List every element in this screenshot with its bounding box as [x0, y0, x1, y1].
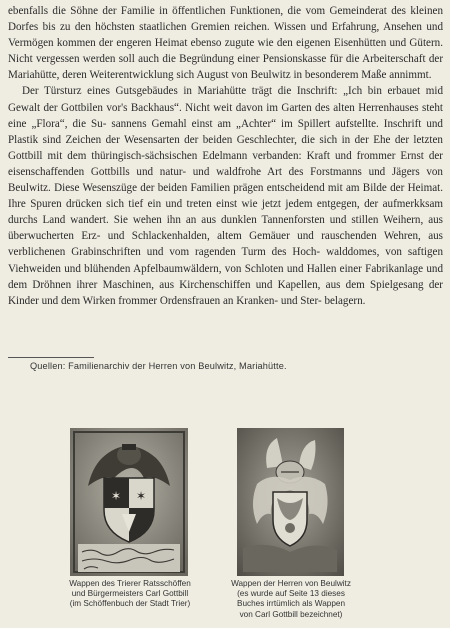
text-line: Diese Wesenszüge der beiden Familien prägen entscheidend mit am Bilde: [54, 182, 387, 195]
text-line: Nicht vergessen werden soll auch die Begründung einer Pensionskasse: [8, 53, 327, 66]
text-line: aus verblichenen Grabinschriften und vom ragenden Turm des Hoch-: [8, 230, 443, 259]
text-line: natur- und waldfrohe Art des Forstmanns und Jägers von Beulwitz.: [8, 165, 443, 195]
text-line: belagern.: [324, 294, 366, 307]
svg-text:✶: ✶: [135, 489, 147, 503]
text-line: walddomes, von saftigen Viehweiden und blühenden Apfelbaumwäldern,: [8, 246, 444, 275]
caption-line: Wappen des Trierer Ratsschöffen: [69, 579, 191, 588]
text-line: von Schloten und Hallen einer Fabrikanlage und dem Dröhnen ihrer: [8, 262, 443, 291]
footnote-divider: [8, 357, 94, 358]
text-line: August von Beulwitz in besonderem Maße annimmt.: [196, 69, 432, 82]
text-line: Der Türsturz eines Gutsgebäudes in Mariahütte trägt die Inschrift:: [22, 85, 338, 98]
sources-note: Quellen: Familienarchiv der Herren von Beulwitz, Mariahütte.: [30, 361, 287, 371]
body-text: [8, 3, 443, 309]
caption-line: Buches irrtümlich als Wappen: [237, 599, 345, 609]
text-line: Plastik sind Zeichen der Wesensarten der beiden Geschlechter, die sich: [8, 133, 338, 146]
text-line: in der Ehe der letzten Gottbill mit dem thüringisch-sächsischen Edelmann: [8, 133, 443, 162]
beulwitz-coat-of-arms-photo: [237, 428, 344, 576]
text-line: Erz- und Schlackenhalden, altem Gemäuer und rauschenden Wehren,: [81, 230, 421, 243]
text-line: Maschinen, aus Kirchenschiffen und Kapellen, aus dem Spielgesang der: [102, 278, 444, 291]
caption-line: (es wurde auf Seite 13 dieses: [237, 589, 345, 599]
gottbill-coat-of-arms-photo: [70, 428, 188, 576]
caption-line: (im Schöffenbuch der Stadt Trier): [69, 599, 191, 609]
svg-text:✶: ✶: [110, 489, 122, 503]
text-line: „Ich bin erbauet mid Gewalt der Gottbilen vor's Backhaus“. Nicht weit: [8, 85, 443, 114]
caption-line: und Bürgermeisters Carl Gottbill: [71, 589, 189, 599]
paragraph-2: [8, 83, 443, 308]
text-line: ebenfalls die Söhne der Familie in öffentlichen Funktionen, die vom: [8, 5, 326, 17]
text-line: Kinder und dem Wirken frommer Ordensfrauen an Kranken- und Ster-: [8, 294, 322, 307]
caption-line: von Carl Gottbill bezeichnet): [239, 609, 343, 619]
text-line: für die Arbeiterschaft der Mariahütte, deren Weiterentwicklung sich: [8, 53, 444, 82]
coat-of-arms-gottbill-illustration: [70, 428, 188, 576]
caption-beulwitz: [226, 579, 356, 620]
text-line: sannens Gemahl einst am „Achter“ im Spillert aufstellte. Inschrift und: [111, 117, 443, 130]
caption-line: Wappen der Herren von Beulwitz: [231, 579, 351, 588]
text-line: davon im Garten des alten Herrenhauses steht eine „Flora“, die Su-: [8, 101, 443, 130]
text-line: an aus dunklen Tannenforsten und stillen Weihern, aus überwucherten: [8, 214, 443, 243]
text-line: Gemeinderat des kleinen Dorfes bis zu den höchsten staatlichen Gremien: [8, 5, 443, 34]
text-line: jedem entgegen, der aufmerkksam durchs Land wandert. Sie wehen ihn: [8, 198, 443, 227]
text-line: verbanden: Kraft und frommer Ernst der eisenschaffenden Gottbills und: [8, 149, 443, 178]
text-line: reichen. Wissen und Erfahrung, Ansehen und Vermögen kommen der: [8, 21, 443, 50]
caption-gottbill: [58, 579, 202, 610]
text-line: engeren Heimat ebenso zugute wie den eigenen Eisenhütten und Gütern.: [116, 37, 443, 50]
paragraph-1: [8, 3, 443, 83]
coat-of-arms-beulwitz-illustration: [237, 428, 344, 576]
text-line: der Heimat. Ihre Spuren drücken sich tief ein und treten einst wie jetzt: [8, 182, 443, 211]
